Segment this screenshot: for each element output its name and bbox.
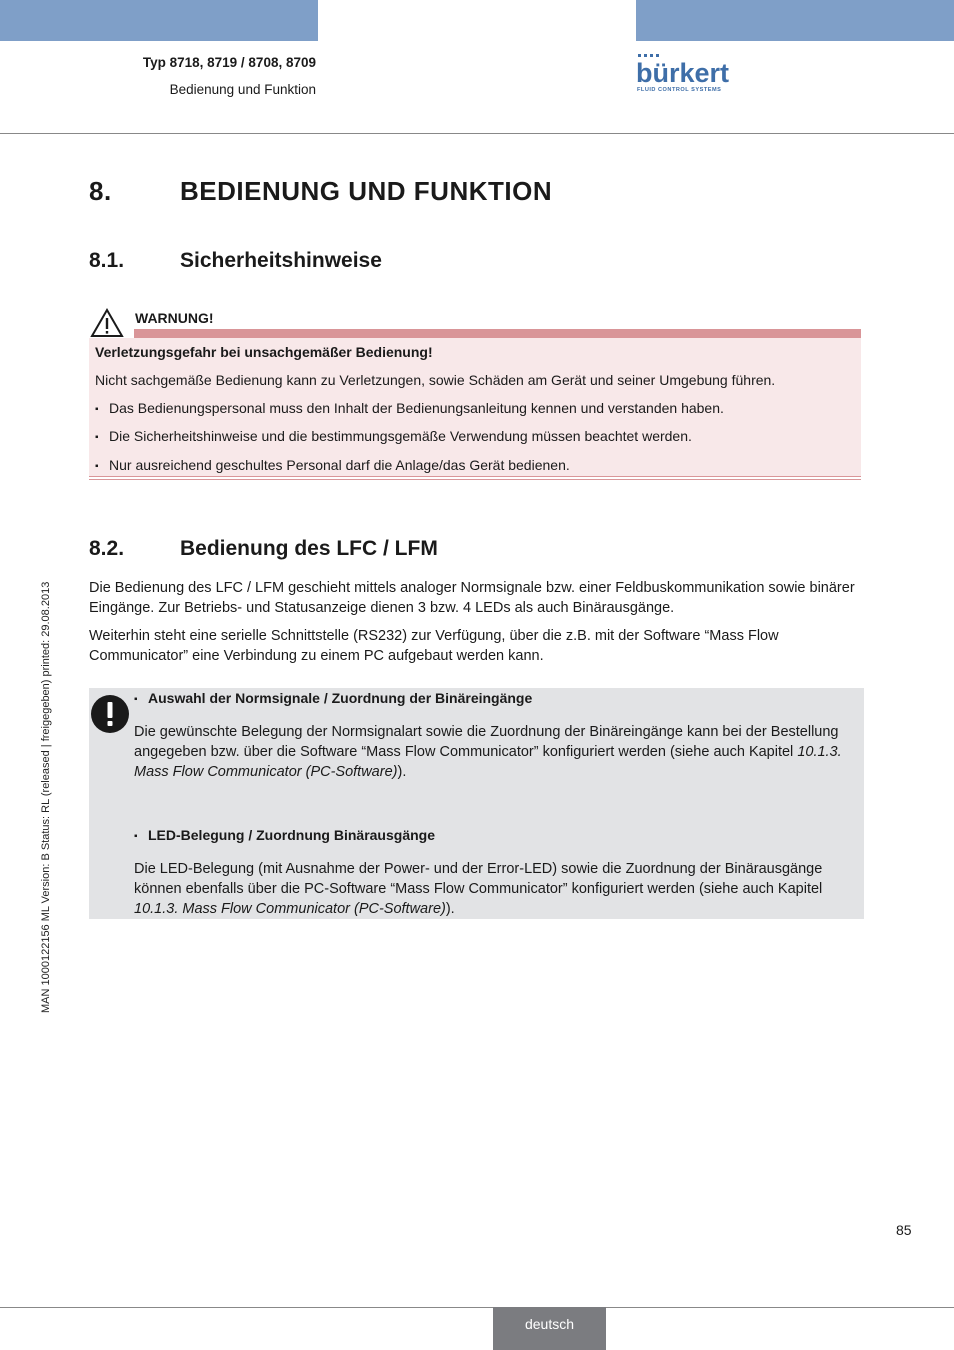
- note-item-heading: ▪ Auswahl der Normsignale / Zuordnung der Binäreingänge: [134, 690, 532, 706]
- warning-triangle-icon: [89, 307, 125, 339]
- chapter-reference: 10.1.3. Mass Flow Communicator (PC-Software): [134, 744, 842, 780]
- warning-bullet: ▪ Das Bedienungspersonal muss den Inhalt der Bedienungsanleitung kennen und verstanden haben.: [95, 400, 724, 416]
- note-item-text-body: Die LED-Belegung (mit Ausnahme der Power- und der Error-LED) sowie die Zuordnung der Binärausgänge können ebenfalls über die PC-Software “Mass Flow Communicator” konfiguriert werden (siehe auch Kapitel: [134, 861, 823, 897]
- logo-tagline: FLUID CONTROL SYSTEMS: [637, 87, 722, 93]
- subsection-number-8-1: 8.1.: [89, 249, 125, 272]
- note-item-text: [134, 859, 854, 919]
- header-accent-bar-left: [0, 0, 318, 41]
- note-item-text: [134, 722, 854, 782]
- exclamation-icon: [89, 693, 131, 735]
- warning-box: [89, 338, 861, 477]
- logo-wordmark: bürkert: [636, 58, 730, 88]
- note-item-text-body: Die gewünschte Belegung der Normsignalart sowie die Zuordnung der Binäreingänge kann bei der Bestellung angegeben bzw. über die Software “Mass Flow Communicator” konfiguriert werden (siehe auch Kapitel: [134, 724, 839, 760]
- warning-underline: [89, 479, 861, 480]
- note-item-heading: ▪ LED-Belegung / Zuordnung Binärausgänge: [134, 827, 435, 843]
- warning-label: WARNUNG!: [135, 310, 214, 326]
- chapter-reference: 10.1.3. Mass Flow Communicator (PC-Software): [134, 901, 446, 917]
- burkert-logo: [636, 58, 736, 98]
- body-paragraph: Weiterhin steht eine serielle Schnittstelle (RS232) zur Verfügung, über die z.B. mit der Software “Mass Flow Communicator” eine Verbindung zu einem PC aufgebaut werden kann.: [89, 628, 779, 664]
- warning-bullet: ▪ Die Sicherheitshinweise und die bestimmungsgemäße Verwendung müssen beachtet werden.: [95, 428, 692, 444]
- subsection-title-8-2: Bedienung des LFC / LFM: [180, 537, 438, 560]
- document-type: Typ 8718, 8719 / 8708, 8709: [142, 55, 316, 70]
- section-number: 8.: [89, 176, 112, 206]
- subsection-title-8-1: Sicherheitshinweise: [180, 249, 382, 272]
- header-accent-bar-right: [636, 0, 954, 41]
- note-item-text-tail: ).: [397, 764, 407, 780]
- body-paragraph: Die Bedienung des LFC / LFM geschieht mittels analoger Normsignale bzw. einer Feldbuskommunikation sowie binärer Eingänge. Zur Betriebs- und Statusanzeige dienen 3 bzw. 4 LEDs als auch Binärausgänge.: [89, 580, 855, 616]
- section-title: BEDIENUNG UND FUNKTION: [180, 176, 553, 206]
- note-item-text-tail: ).: [445, 901, 455, 917]
- document-subtitle: Bedienung und Funktion: [169, 82, 316, 97]
- header-divider: [0, 133, 954, 134]
- language-tab: deutsch: [493, 1307, 606, 1350]
- warning-heading: Verletzungsgefahr bei unsachgemäßer Bedienung!: [95, 344, 433, 360]
- subsection-number-8-2: 8.2.: [89, 537, 125, 560]
- warning-bar: [134, 329, 861, 338]
- warning-bullet: ▪ Nur ausreichend geschultes Personal darf die Anlage/das Gerät bedienen.: [95, 457, 570, 473]
- document-metadata-vertical: MAN 1000122156 ML Version: B Status: RL (released | freigegeben) printed: 29.08.2013: [40, 581, 52, 1013]
- warning-text: Nicht sachgemäße Bedienung kann zu Verletzungen, sowie Schäden am Gerät und seiner Umgebung führen.: [95, 372, 776, 388]
- footer-divider: [0, 1307, 954, 1308]
- page-number: 85: [896, 1222, 912, 1238]
